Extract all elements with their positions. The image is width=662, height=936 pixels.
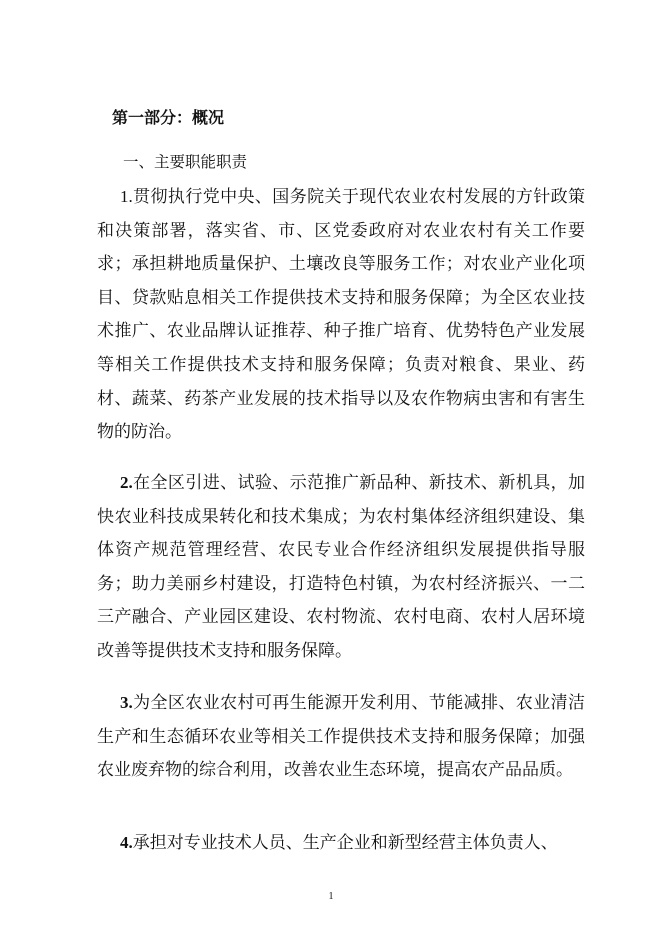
paragraph-text: 承担对专业技术人员、生产企业和新型经营主体负责人、 <box>132 833 558 853</box>
paragraph-text: 在全区引进、试验、示范推广新品种、新技术、新机具，加快农业科技成果转化和技术集成；为农村集体经济组织建设、集体资产规范管理经营、农民专业合作经济组织发展提供指导服务；助力美丽乡村建设，打造特色村镇，为农村经济振兴、一二三产融合、产业园区建设、农村物流、农村电商、农村人居环境改善等提供技术支持和服务保障。 <box>97 473 585 661</box>
duty-paragraph-4 <box>97 826 585 861</box>
page-number: 1 <box>328 891 334 902</box>
paragraph-number: 1. <box>120 187 133 206</box>
paragraph-number: 2. <box>120 473 133 492</box>
duty-paragraph-3 <box>97 686 585 788</box>
part-title: 第一部分：概况 <box>112 108 225 127</box>
paragraph-number: 4. <box>120 833 133 852</box>
duty-paragraph-2 <box>97 466 585 669</box>
paragraph-text: 贯彻执行党中央、国务院关于现代农业农村发展的方针政策和决策部署，落实省、市、区党委政府对农业农村有关工作要求；承担耕地质量保护、土壤改良等服务工作；对农业产业化项目、贷款贴息相关工作提供技术支持和服务保障；为全区农业技术推广、农业品牌认证推荐、种子推广培育、优势特色产业发展等相关工作提供技术支持和服务保障；负责对粮食、果业、药材、蔬菜、药茶产业发展的技术指导以及农作物病虫害和有害生物的防治。 <box>97 187 585 443</box>
paragraph-text: 为全区农业农村可再生能源开发利用、节能减排、农业清洁生产和生态循环农业等相关工作提供技术支持和服务保障；加强农业废弃物的综合利用，改善农业生态环境，提高农产品品质。 <box>97 693 585 781</box>
section-heading: 一、主要职能职责 <box>123 153 248 171</box>
paragraph-number: 3. <box>120 693 133 712</box>
duty-paragraph-1 <box>97 180 585 450</box>
